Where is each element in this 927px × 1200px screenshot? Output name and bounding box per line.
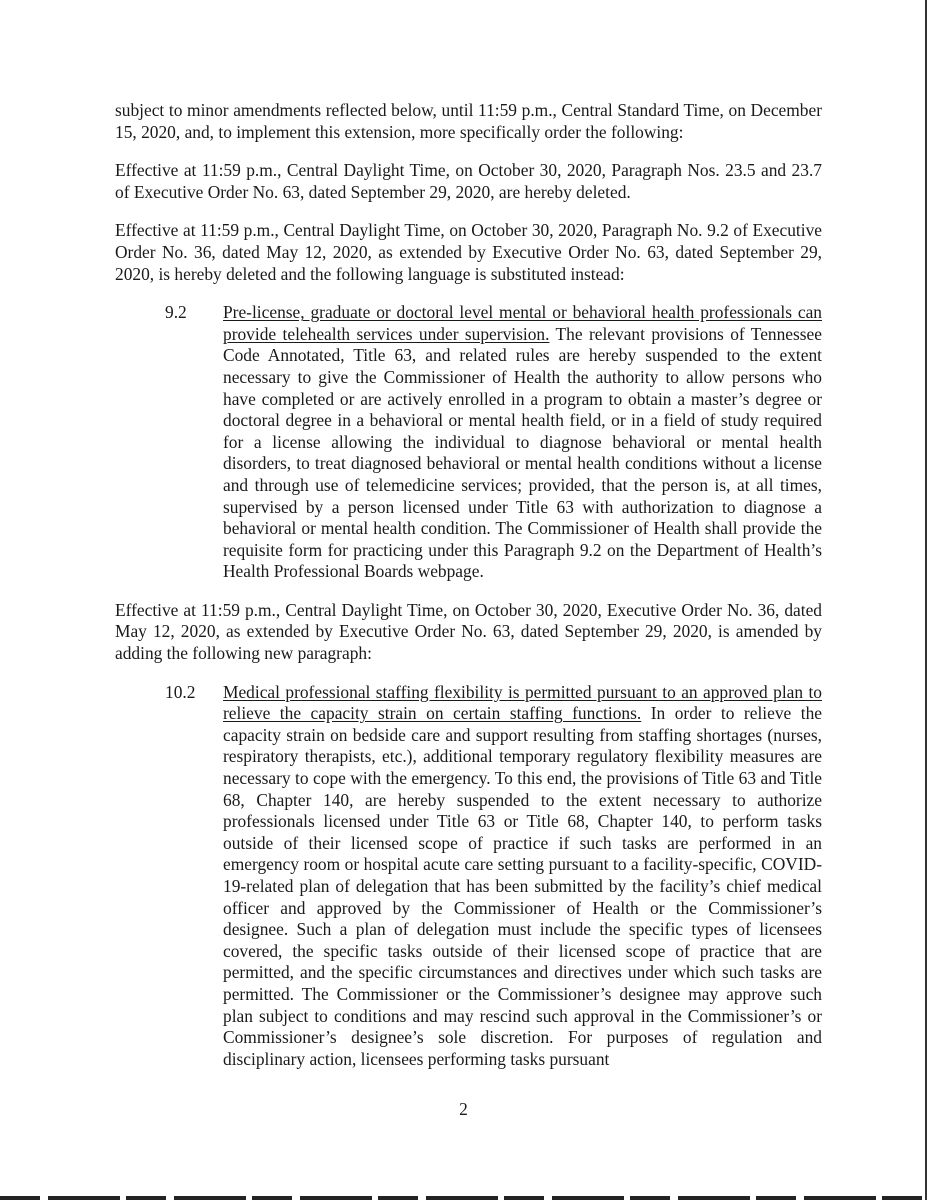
section-text: The relevant provisions of Tennessee Code Annotated, Title 63, and related rules are hereby suspended to the extent necessary to give the Commissioner of Health the authority to allow persons who have completed or are actively enrolled in a program to obtain a master’s degree or doctoral degree in a behavioral or mental health field, or in a field of study required for a license allowing the individual to diagnose behavioral or mental health disorders, to treat diagnosed behavioral or mental health conditions without a license and through use of telemedicine services; provided, that the person is, at all times, supervised by a person licensed under Title 63 with authorization to diagnose a behavioral or mental health condition. The Commissioner of Health shall provide the requisite form for practicing under this Paragraph 9.2 on the Department of Health’s Health Professional Boards webpage.	[223, 323, 822, 582]
document-page	[115, 100, 822, 1087]
section-heading: Medical professional staffing flexibility is permitted pursuant to an approved plan to relieve the capacity strain on certain staffing functions.	[223, 681, 822, 724]
scan-edge-bottom	[0, 1196, 927, 1200]
section-body	[223, 682, 822, 1071]
section-9-2	[115, 302, 822, 583]
paragraph-substitution-9-2: Effective at 11:59 p.m., Central Daylight Time, on October 30, 2020, Paragraph No. 9.2 of Executive Order No. 36, dated May 12, 2020, as extended by Executive Order No. 63, dated September 29, 2020, is hereby deleted and the following language is substituted instead:	[115, 220, 822, 284]
paragraph-amendment-new-paragraph: Effective at 11:59 p.m., Central Daylight Time, on October 30, 2020, Executive Order No. 36, dated May 12, 2020, as extended by Executive Order No. 63, dated September 29, 2020, is amended by adding the following new paragraph:	[115, 599, 822, 664]
section-body	[223, 302, 822, 583]
page-number: 2	[459, 1099, 468, 1119]
section-number: 10.2	[165, 681, 196, 702]
paragraph-deletion-23-5-23-7: Effective at 11:59 p.m., Central Daylight Time, on October 30, 2020, Paragraph Nos. 23.5 and 23.7 of Executive Order No. 63, dated September 29, 2020, are hereby deleted.	[115, 160, 822, 202]
section-10-2	[115, 682, 822, 1071]
section-number: 9.2	[165, 302, 187, 323]
section-heading: Pre-license, graduate or doctoral level mental or behavioral health professionals can provide telehealth services under supervision.	[223, 302, 822, 344]
paragraph-continuation: subject to minor amendments reflected below, until 11:59 p.m., Central Standard Time, on December 15, 2020, and, to implement this extension, more specifically order the following:	[115, 100, 822, 142]
section-text: In order to relieve the capacity strain on bedside care and support resulting from staffing shortages (nurses, respiratory therapists, etc.), additional temporary regulatory flexibility measures are necessary to cope with the emergency. To this end, the provisions of Title 63 and Title 68, Chapter 140, are hereby suspended to the extent necessary to authorize professionals licensed under Title 63 or Title 68, Chapter 140, to perform tasks outside of their licensed scope of practice if such tasks are performed in an emergency room or hospital acute care setting pursuant to a facility-specific, COVID-19-related plan of delegation that has been submitted by the facility’s chief medical officer and approved by the Commissioner of Health or the Commissioner’s designee. Such a plan of delegation must include the specific types of licensees covered, the specific tasks outside of their licensed scope of practice that are permitted, and the specific circumstances and directives under which such tasks are permitted. The Commissioner or the Commissioner’s designee may approve such plan subject to conditions and may rescind such approval in the Commissioner’s or Commissioner’s designee’s sole discretion. For purposes of regulation and disciplinary action, licensees performing tasks pursuant	[223, 703, 822, 1069]
